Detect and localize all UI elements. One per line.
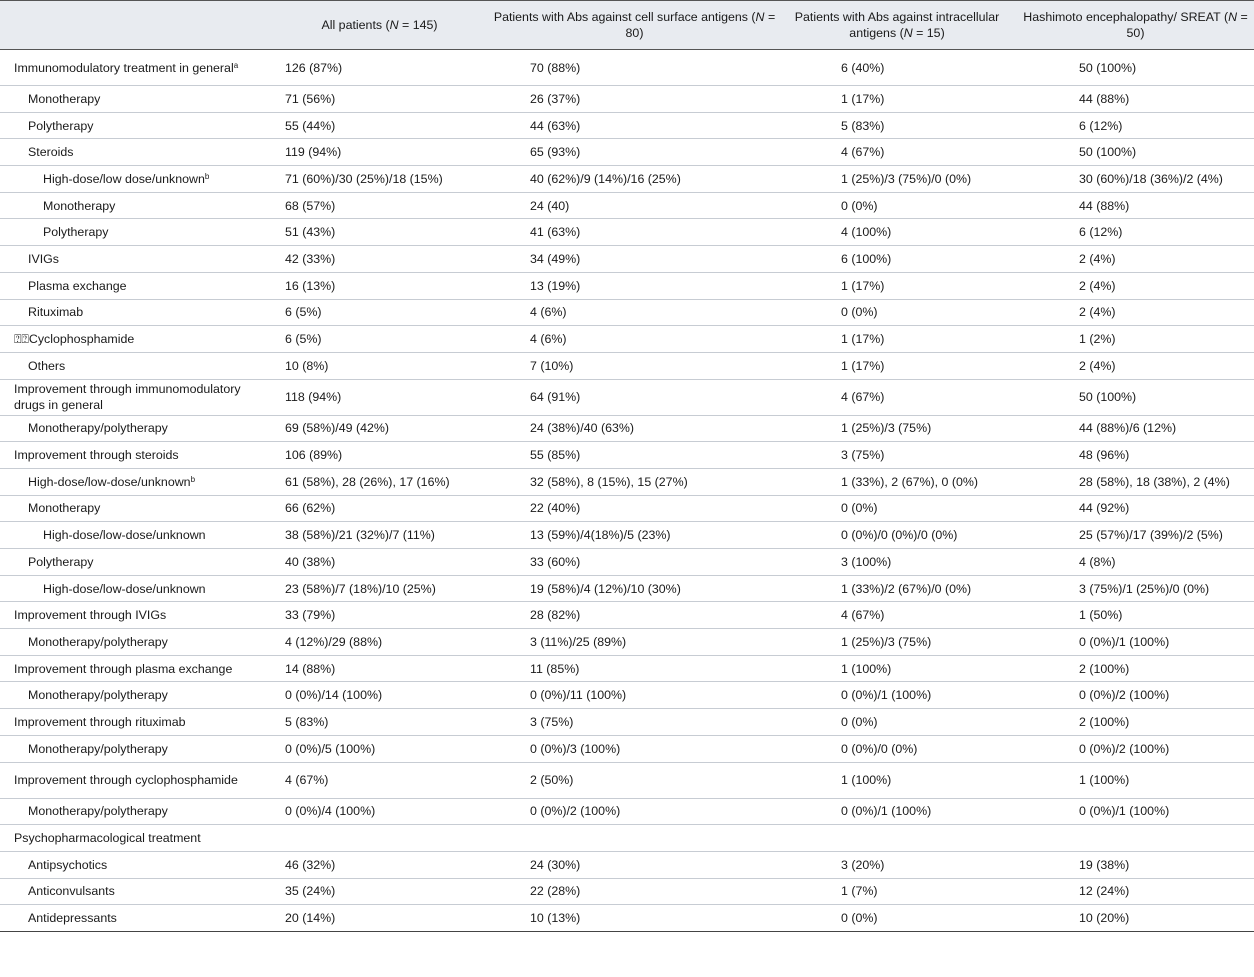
value-all-patients: 33 (79%) [285, 608, 336, 623]
value-intracellular: 0 (0%)/1 (100%) [841, 688, 932, 703]
value-hashimoto: 3 (75%)/1 (25%)/0 (0%) [1079, 581, 1210, 596]
value-intracellular: 3 (75%) [841, 448, 885, 463]
value-all-patients: 23 (58%)/7 (18%)/10 (25%) [285, 581, 436, 596]
value-intracellular: 0 (0%) [841, 501, 878, 516]
table-row [0, 878, 1254, 905]
value-hashimoto [1017, 825, 1254, 852]
row-label [0, 655, 267, 682]
row-label [0, 735, 267, 762]
value-intracellular: 1 (33%)/2 (67%)/0 (0%) [841, 581, 972, 596]
value-cell-surface: 55 (85%) [530, 448, 581, 463]
row-label [0, 549, 267, 576]
value-intracellular: 5 (83%) [841, 118, 885, 133]
value-hashimoto: 30 (60%)/18 (36%)/2 (4%) [1079, 171, 1223, 186]
row-label [0, 112, 267, 139]
value-intracellular: 1 (7%) [841, 884, 878, 899]
table-row [0, 522, 1254, 549]
value-all-patients: 35 (24%) [285, 884, 336, 899]
value-cell-surface: 22 (28%) [530, 884, 581, 899]
row-label [0, 495, 267, 522]
value-all-patients: 68 (57%) [285, 198, 336, 213]
value-all-patients: 16 (13%) [285, 278, 336, 293]
footnote-marker: a [233, 60, 239, 70]
table-row [0, 112, 1254, 139]
table-row [0, 655, 1254, 682]
value-intracellular: 4 (67%) [841, 608, 885, 623]
row-label [0, 192, 267, 219]
row-label [0, 682, 267, 709]
row-label-text: Improvement through plasma exchange [14, 661, 233, 676]
value-hashimoto: 0 (0%)/1 (100%) [1079, 634, 1170, 649]
value-intracellular: 0 (0%)/0 (0%)/0 (0%) [841, 528, 958, 543]
table-row [0, 851, 1254, 878]
row-label [0, 798, 267, 825]
value-cell-surface: 4 (6%) [530, 305, 567, 320]
row-label [0, 219, 267, 246]
table-row [0, 495, 1254, 522]
value-hashimoto: 6 (12%) [1079, 118, 1123, 133]
table-row [0, 549, 1254, 576]
row-label-text: Others [28, 358, 66, 373]
row-label-text: Rituximab [28, 305, 84, 320]
row-label-text: Immunomodulatory treatment in general [14, 60, 234, 75]
value-intracellular: 0 (0%) [841, 305, 878, 320]
value-hashimoto: 48 (96%) [1079, 448, 1130, 463]
value-all-patients: 55 (44%) [285, 118, 336, 133]
table-row [0, 629, 1254, 656]
row-label-text: Plasma exchange [28, 278, 127, 293]
table-row [0, 682, 1254, 709]
value-cell-surface: 3 (75%) [530, 714, 574, 729]
header-all-patients: All patients (N = 145) [267, 1, 492, 50]
table-row [0, 735, 1254, 762]
table-body [0, 50, 1254, 932]
table-row [0, 762, 1254, 798]
value-hashimoto: 50 (100%) [1079, 60, 1137, 75]
value-all-patients: 0 (0%)/4 (100%) [285, 804, 376, 819]
row-label-text: Improvement through rituximab [14, 714, 186, 729]
row-label [0, 905, 267, 932]
row-label [0, 246, 267, 273]
value-cell-surface [492, 825, 777, 852]
value-hashimoto: 2 (4%) [1079, 278, 1116, 293]
value-intracellular: 6 (40%) [841, 60, 885, 75]
value-all-patients [267, 825, 492, 852]
value-intracellular: 0 (0%)/0 (0%) [841, 741, 918, 756]
row-label [0, 442, 267, 469]
value-cell-surface: 24 (40) [530, 198, 570, 213]
value-cell-surface: 34 (49%) [530, 251, 581, 266]
value-cell-surface: 0 (0%)/11 (100%) [530, 688, 627, 703]
row-label-text: Monotherapy/polytherapy [28, 804, 168, 819]
value-cell-surface: 2 (50%) [530, 773, 574, 787]
header-cell-surface: Patients with Abs against cell surface antigens (N = 80) [492, 1, 777, 50]
row-label-text: Improvement through steroids [14, 448, 179, 463]
value-hashimoto: 2 (100%) [1079, 714, 1130, 729]
value-cell-surface: 44 (63%) [530, 118, 581, 133]
value-intracellular: 1 (17%) [841, 358, 885, 373]
value-all-patients: 42 (33%) [285, 251, 336, 266]
value-intracellular: 1 (33%), 2 (67%), 0 (0%) [841, 474, 979, 489]
value-cell-surface: 24 (38%)/40 (63%) [530, 421, 634, 436]
value-cell-surface: 32 (58%), 8 (15%), 15 (27%) [530, 474, 688, 489]
table-header-row [0, 1, 1254, 50]
value-intracellular: 1 (25%)/3 (75%)/0 (0%) [841, 171, 972, 186]
value-all-patients: 40 (38%) [285, 554, 336, 569]
table-row [0, 415, 1254, 442]
value-intracellular: 0 (0%) [841, 911, 878, 926]
value-all-patients: 71 (60%)/30 (25%)/18 (15%) [285, 171, 443, 186]
value-all-patients: 118 (94%) [285, 390, 342, 405]
value-all-patients: 106 (89%) [285, 448, 343, 463]
row-label-text: Polytherapy [28, 554, 94, 569]
row-label-text: Improvement through immunomodulatory drugs in general [14, 382, 241, 413]
row-label-text: ⍰⍰Cyclophosphamide [14, 332, 135, 347]
value-hashimoto: 28 (58%), 18 (38%), 2 (4%) [1079, 474, 1230, 489]
row-label-text: Monotherapy/polytherapy [28, 634, 168, 649]
table-row [0, 272, 1254, 299]
row-label [0, 851, 267, 878]
value-cell-surface: 41 (63%) [530, 225, 581, 240]
table-row [0, 575, 1254, 602]
table-row [0, 442, 1254, 469]
value-cell-surface: 0 (0%)/2 (100%) [530, 804, 621, 819]
value-all-patients: 6 (5%) [285, 332, 322, 347]
value-hashimoto: 10 (20%) [1079, 911, 1130, 926]
value-cell-surface: 33 (60%) [530, 554, 581, 569]
row-label [0, 878, 267, 905]
value-cell-surface: 11 (85%) [530, 661, 580, 676]
table-row [0, 166, 1254, 193]
row-label [0, 50, 267, 86]
value-hashimoto: 2 (4%) [1079, 358, 1116, 373]
value-cell-surface: 28 (82%) [530, 608, 581, 623]
row-label-text: High-dose/low-dose/unknown [43, 528, 206, 543]
table-row [0, 326, 1254, 353]
table-row [0, 246, 1254, 273]
table-row [0, 139, 1254, 166]
row-label [0, 86, 267, 113]
header-intracellular: Patients with Abs against intracellular antigens (N = 15) [777, 1, 1017, 50]
value-intracellular: 4 (67%) [841, 390, 885, 405]
value-cell-surface: 70 (88%) [530, 60, 581, 75]
footnote-marker: b [204, 171, 210, 181]
row-label-text: IVIGs [28, 251, 59, 266]
value-all-patients: 66 (62%) [285, 501, 336, 516]
row-label-text: High-dose/low-dose/unknown [43, 581, 206, 596]
row-label [0, 272, 267, 299]
value-all-patients: 61 (58%), 28 (26%), 17 (16%) [285, 474, 450, 489]
row-label [0, 709, 267, 736]
value-cell-surface: 40 (62%)/9 (14%)/16 (25%) [530, 171, 681, 186]
value-hashimoto: 19 (38%) [1079, 857, 1130, 872]
value-intracellular: 1 (25%)/3 (75%) [841, 421, 932, 436]
value-hashimoto: 44 (92%) [1079, 501, 1130, 516]
row-label-text: Steroids [28, 145, 74, 160]
value-all-patients: 0 (0%)/5 (100%) [285, 741, 376, 756]
row-label [0, 139, 267, 166]
table-row [0, 825, 1254, 852]
value-hashimoto: 6 (12%) [1079, 225, 1123, 240]
row-label-text: Polytherapy [28, 118, 94, 133]
value-hashimoto: 0 (0%)/1 (100%) [1079, 804, 1170, 819]
table-row [0, 468, 1254, 495]
row-label-text: Anticonvulsants [28, 884, 115, 899]
value-cell-surface: 13 (19%) [530, 278, 581, 293]
row-label-text: Monotherapy/polytherapy [28, 741, 168, 756]
value-intracellular: 6 (100%) [841, 251, 892, 266]
table-row [0, 352, 1254, 379]
row-label-text: Monotherapy/polytherapy [28, 688, 168, 703]
row-label-text: Antidepressants [28, 911, 117, 926]
value-cell-surface: 3 (11%)/25 (89%) [530, 634, 627, 649]
value-cell-surface: 24 (30%) [530, 857, 581, 872]
row-label [0, 379, 267, 415]
value-all-patients: 0 (0%)/14 (100%) [285, 688, 383, 703]
value-cell-surface: 13 (59%)/4(18%)/5 (23%) [530, 528, 671, 543]
value-hashimoto: 44 (88%) [1079, 198, 1130, 213]
value-intracellular: 1 (100%) [841, 661, 892, 676]
row-label-text: High-dose/low dose/unknown [43, 171, 205, 186]
value-all-patients: 5 (83%) [285, 714, 329, 729]
row-label-text: Antipsychotics [28, 857, 108, 872]
table-row [0, 709, 1254, 736]
value-cell-surface: 4 (6%) [530, 332, 567, 347]
value-hashimoto: 44 (88%) [1079, 91, 1130, 106]
value-cell-surface: 26 (37%) [530, 91, 581, 106]
value-cell-surface: 65 (93%) [530, 145, 581, 160]
value-all-patients: 126 (87%) [285, 60, 343, 75]
value-intracellular: 4 (100%) [841, 225, 892, 240]
row-label [0, 468, 267, 495]
row-label [0, 575, 267, 602]
value-intracellular: 1 (17%) [841, 91, 885, 106]
row-label [0, 825, 267, 852]
value-all-patients: 20 (14%) [285, 911, 336, 926]
value-all-patients: 51 (43%) [285, 225, 336, 240]
row-label [0, 166, 267, 193]
row-label [0, 415, 267, 442]
value-all-patients: 4 (12%)/29 (88%) [285, 634, 383, 649]
table-row [0, 219, 1254, 246]
row-label-text: Improvement through cyclophosphamide [14, 773, 238, 787]
value-intracellular: 1 (100%) [841, 773, 892, 787]
value-all-patients: 10 (8%) [285, 358, 329, 373]
table-row [0, 192, 1254, 219]
value-all-patients: 38 (58%)/21 (32%)/7 (11%) [285, 528, 435, 543]
row-label-text: Psychopharmacological treatment [14, 831, 201, 846]
value-cell-surface: 22 (40%) [530, 501, 581, 516]
value-hashimoto: 44 (88%)/6 (12%) [1079, 421, 1177, 436]
value-hashimoto: 4 (8%) [1079, 554, 1116, 569]
footnote-marker: b [190, 474, 196, 484]
value-all-patients: 69 (58%)/49 (42%) [285, 421, 389, 436]
value-all-patients: 119 (94%) [285, 145, 342, 160]
value-hashimoto: 2 (4%) [1079, 305, 1116, 320]
value-cell-surface: 0 (0%)/3 (100%) [530, 741, 621, 756]
table-row [0, 905, 1254, 932]
value-all-patients: 14 (88%) [285, 661, 336, 676]
value-intracellular: 0 (0%) [841, 714, 878, 729]
row-label-text: High-dose/low-dose/unknown [28, 474, 191, 489]
table-row [0, 50, 1254, 86]
value-hashimoto: 25 (57%)/17 (39%)/2 (5%) [1079, 528, 1223, 543]
value-hashimoto: 2 (4%) [1079, 251, 1116, 266]
table-row [0, 602, 1254, 629]
value-hashimoto: 0 (0%)/2 (100%) [1079, 688, 1170, 703]
row-label [0, 352, 267, 379]
row-label [0, 299, 267, 326]
value-intracellular: 1 (17%) [841, 278, 885, 293]
value-hashimoto: 50 (100%) [1079, 145, 1137, 160]
row-label-text: Polytherapy [43, 225, 109, 240]
value-all-patients: 71 (56%) [285, 91, 336, 106]
value-cell-surface: 10 (13%) [530, 911, 581, 926]
value-hashimoto: 50 (100%) [1079, 390, 1137, 405]
value-cell-surface: 19 (58%)/4 (12%)/10 (30%) [530, 581, 681, 596]
value-cell-surface: 7 (10%) [530, 358, 574, 373]
value-hashimoto: 1 (100%) [1079, 773, 1130, 787]
row-label-text: Monotherapy/polytherapy [28, 421, 168, 436]
value-hashimoto: 1 (50%) [1079, 608, 1123, 623]
header-variable [0, 1, 267, 50]
value-intracellular [777, 825, 1017, 852]
value-hashimoto: 2 (100%) [1079, 661, 1130, 676]
value-all-patients: 46 (32%) [285, 857, 336, 872]
value-all-patients: 6 (5%) [285, 305, 322, 320]
row-label [0, 629, 267, 656]
value-cell-surface: 64 (91%) [530, 390, 581, 405]
row-label [0, 602, 267, 629]
table-row [0, 86, 1254, 113]
value-hashimoto: 12 (24%) [1079, 884, 1130, 899]
row-label-text: Monotherapy [28, 501, 101, 516]
value-intracellular: 1 (17%) [841, 332, 885, 347]
row-label [0, 762, 267, 798]
table-row [0, 379, 1254, 415]
row-label-text: Monotherapy [43, 198, 116, 213]
row-label [0, 326, 267, 353]
value-intracellular: 3 (100%) [841, 554, 892, 569]
table-row [0, 798, 1254, 825]
value-intracellular: 3 (20%) [841, 857, 885, 872]
table-row [0, 299, 1254, 326]
value-intracellular: 0 (0%)/1 (100%) [841, 804, 932, 819]
value-intracellular: 1 (25%)/3 (75%) [841, 634, 932, 649]
value-hashimoto: 0 (0%)/2 (100%) [1079, 741, 1170, 756]
header-hashimoto: Hashimoto encephalopathy/ SREAT (N = 50) [1017, 1, 1254, 50]
row-label-text: Improvement through IVIGs [14, 608, 167, 623]
row-label-text: Monotherapy [28, 91, 101, 106]
value-all-patients: 4 (67%) [285, 773, 329, 787]
value-intracellular: 0 (0%) [841, 198, 878, 213]
row-label [0, 522, 267, 549]
value-intracellular: 4 (67%) [841, 145, 885, 160]
value-hashimoto: 1 (2%) [1079, 332, 1116, 347]
